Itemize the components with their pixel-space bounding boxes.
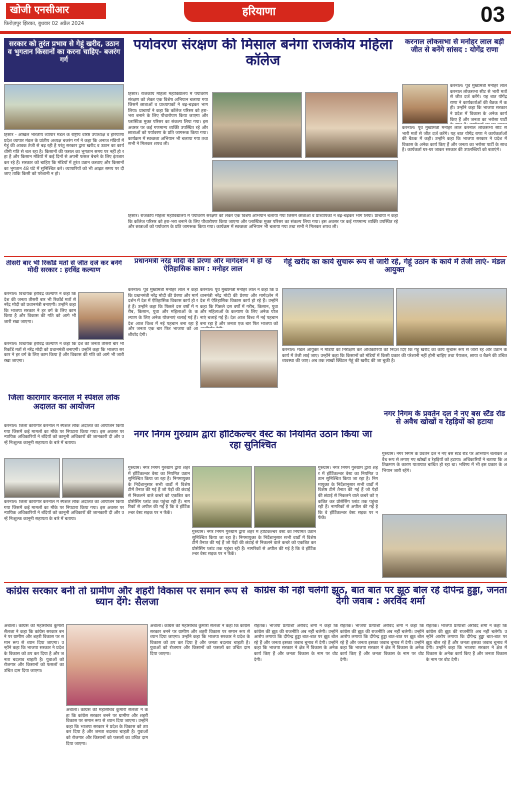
story-11-body-b: रोहतक। भाजपा प्रत्याशी अरविंद शर्मा ने कहा कि कांग्रेस की झूठ की राजनीति अब नहीं चलेगी। उन्होंने आरोप लगाया कि दीपेन्द्र हुड्डा बात-बात पर झूठ बोल रहे हैं और जनता इसका जवाब चुनाव में देगी। उन्होंने कहा कि भाजपा सरकार ने क्षेत्र में विकास के अनेक कार्य किए हैं और जनता विकास के नाम पर वोट देगी। xyxy=(340,624,424,663)
story-4-photo xyxy=(200,330,278,388)
story-6-body-a: करनाल। विधायक हरविंद्र कल्याण ने कहा कि देश की जनता तीसरी बार भी रिकॉर्ड मतों से नरेंद्र मोदी को प्रधानमंत्री बनाएगी। उन्होंने कहा कि भाजपा सरकार ने हर वर्ग के लिए काम किया है और विकास की गति को आगे भी जारी रखा जाएगा। xyxy=(4,292,76,325)
story-8-body-a: गुरुग्राम। नगर निगम गुरुग्राम द्वारा शहर में हॉर्टिकल्चर वेस्ट का नियमित उठान सुनिश्चित किया जा रहा है। निगमायुक्त के निर्देशानुसार सभी वार्डों में विशेष टीमें तैनात की गई हैं जो पेड़ों की छंटाई से निकलने वाले कचरे को एकत्रित कर प्रोसेसिंग प्लांट तक पहुंचा रही हैं। नागरिकों से अपील की गई है कि वे हॉर्टिकल्चर वेस्ट सड़क पर न फेंकें। xyxy=(128,466,190,516)
story-8-headline: नगर निगम गुरुग्राम द्वारा हॉर्टिकल्चर वेस्ट का नियमित उठान किया जा रहा सुनिश्चित xyxy=(134,430,372,451)
divider-2 xyxy=(4,582,507,583)
story-2-body-cont: हिसार। राजकीय महिला महाविद्यालय में पर्यावरण संरक्षण को लेकर एक विशेष अभियान चलाया गया जिसमें छात्राओं व प्राध्यापकों ने बढ़-चढ़कर भाग लिया। प्राचार्या ने कहा कि कॉलेज परिसर को हरा-भरा बनाने के लिए पौधारोपण किया जाएगा और प्लास्टिक मुक्त परिसर का संकल्प लिया गया। इस अवसर पर कई गणमान्य व्यक्ति उपस्थित रहे और छात्राओं को पर्यावरण के प्रति जागरूक किया गया। कार्यक्रम में स्वच्छता अभियान भी चलाया गया तथा सभी ने मिलकर शपथ ली। xyxy=(128,214,398,231)
story-8-photo-1 xyxy=(192,466,252,528)
masthead xyxy=(0,0,511,34)
story-8-body-b: गुरुग्राम। नगर निगम गुरुग्राम द्वारा शहर में हॉर्टिकल्चर वेस्ट का नियमित उठान सुनिश्चित किया जा रहा है। निगमायुक्त के निर्देशानुसार सभी वार्डों में विशेष टीमें तैनात की गई हैं जो पेड़ों की छंटाई से निकलने वाले कचरे को एकत्रित कर प्रोसेसिंग प्लांट तक पहुंचा रही हैं। नागरिकों से अपील की गई है कि वे हॉर्टिकल्चर वेस्ट सड़क पर न फेंकें। xyxy=(192,530,316,558)
story-3-photo xyxy=(402,84,448,124)
story-9-photo xyxy=(382,514,507,578)
story-7-photo-2 xyxy=(62,458,124,498)
paper-name: खोजी एनसीआर xyxy=(6,3,106,19)
story-3-body-a: करनाल। पूर्व मुख्यमंत्री मनोहर लाल करनाल लोकसभा सीट से भारी मतों से जीत दर्ज करेंगे। यह बात योगेंद्र राणा ने कार्यकर्ताओं की बैठक में कही। उन्होंने कहा कि भाजपा सरकार ने प्रदेश में विकास के अनेक कार्य किए हैं और जनता का भरोसा पार्टी xyxy=(450,84,507,123)
story-2-body: हिसार। राजकीय महिला महाविद्यालय में पर्यावरण संरक्षण को लेकर एक विशेष अभियान चलाया गया जिसमें छात्राओं व प्राध्यापकों ने बढ़-चढ़कर भाग लिया। प्राचार्या ने कहा कि कॉलेज परिसर को हरा-भरा बनाने के लिए पौधारोपण किया जाएगा और प्लास्टिक मुक्त परिसर का संकल्प लिया गया। इस अवसर पर कई गणमान्य व्यक्ति उपस्थित रहे और छात्राओं को पर्यावरण के प्रति जागरूक किया गया। कार्यक्रम में स्वच्छता अभियान भी चलाया गया तथा सभी ने मिलकर शपथ ली। xyxy=(128,92,208,148)
story-3-body-b: करनाल। पूर्व मुख्यमंत्री मनोहर लाल करनाल लोकसभा सीट से भारी मतों से जीत दर्ज करेंगे। यह बात योगेंद्र राणा ने कार्यकर्ताओं की बैठक में कही। उन्होंने कहा कि भाजपा सरकार ने प्रदेश में विकास के अनेक कार्य किए हैं और जनता का भरोसा पार्टी के साथ है। कार्यकर्ता घर-घर जाकर सरकार की उपलब्धियों को बताएंगे। xyxy=(402,126,507,154)
story-3-headline: करनाल लोकसभा से मनोहर लाल बड़ी जीत से बनेंगे सांसद : योगेंद्र राणा xyxy=(405,38,504,55)
story-10-body-b: अंबाला। कांग्रेस की महासचिव कुमारी सैलजा ने कहा कि कांग्रेस सरकार बनने पर ग्रामीण और शहरी विकास पर समान रूप से ध्यान दिया जाएगा। उन्होंने कहा कि भाजपा सरकार ने प्रदेश के विकास को ठप कर दिया है और जनता बदलाव चाहती है। युवाओं को रोजगार और किसानों को फसलों का उचित दाम दिया जाएगा। xyxy=(66,708,148,747)
story-2-photo-1 xyxy=(212,92,302,158)
story-1-headline-box xyxy=(4,38,124,82)
story-6-body-b: करनाल। विधायक हरविंद्र कल्याण ने कहा कि देश की जनता तीसरी बार भी रिकॉर्ड मतों से नरेंद्र मोदी को प्रधानमंत्री बनाएगी। उन्होंने कहा कि भाजपा सरकार ने हर वर्ग के लिए काम किया है और विकास की गति को आगे भी जारी रखा जाएगा। xyxy=(4,342,124,364)
story-6-headline: तीसरी बार भी रिकॉर्ड मतों से जीत दर्ज कर बनेंगे मोदी सरकार : हरविंद्र कल्याण xyxy=(6,260,122,275)
story-5-photo-1 xyxy=(282,288,394,346)
story-10-body-a: अंबाला। कांग्रेस की महासचिव कुमारी सैलजा ने कहा कि कांग्रेस सरकार बनने पर ग्रामीण और शहरी विकास पर समान रूप से ध्यान दिया जाएगा। उन्होंने कहा कि भाजपा सरकार ने प्रदेश के विकास को ठप कर दिया है और जनता बदलाव चाहती है। युवाओं को रोजगार और किसानों को फसलों का उचित दाम दिया जाएगा। xyxy=(4,624,64,674)
story-2-headline: पर्यावरण संरक्षण की मिसाल बनेगा राजकीय महिला कॉलेज xyxy=(133,38,393,69)
story-11-body-a: रोहतक। भाजपा प्रत्याशी अरविंद शर्मा ने कहा कि कांग्रेस की झूठ की राजनीति अब नहीं चलेगी। उन्होंने आरोप लगाया कि दीपेन्द्र हुड्डा बात-बात पर झूठ बोल रहे हैं और जनता इसका जवाब चुनाव में देगी। उन्होंने कहा कि भाजपा सरकार ने क्षेत्र में विकास के अनेक कार्य किए हैं और जनता विकास के नाम पर वोट देगी। xyxy=(254,624,338,663)
story-1-photo xyxy=(4,84,124,130)
story-7-photo-1 xyxy=(4,458,60,498)
story-7-body-b: करनाल। जिला कारागार करनाल में स्पेशल लोक अदालत का आयोजन किया गया जिसमें कई मामलों का मौके पर निपटारा किया गया। इस अवसर पर न्यायिक अधिकारियों ने बंदियों को कानूनी अधिकारों की जानकारी दी और उन्हें निःशुल्क कानूनी सहायता के बारे में बताया। xyxy=(4,500,124,522)
story-4-body-b: करनाल। पूर्व मुख्यमंत्री मनोहर लाल ने कहा कि प्रधानमंत्री नरेंद्र मोदी की प्रेरणा और मार्गदर्शन में देश में ऐतिहासिक विकास कार्य हो रहे हैं। उन्होंने कहा कि पिछले दस वर्षों में गरीब, किसान, युवा और महिलाओं के कल्याण के लिए अनेक योजनाएं चलाई गई हैं। देश आज विश्व में नई पहचान बना रहा है और जनता एक बार फिर भाजपा को xyxy=(200,288,278,327)
story-5-photo-2 xyxy=(396,288,507,346)
story-10-body-c: अंबाला। कांग्रेस की महासचिव कुमारी सैलजा ने कहा कि कांग्रेस सरकार बनने पर ग्रामीण और शहरी विकास पर समान रूप से ध्यान दिया जाएगा। उन्होंने कहा कि भाजपा सरकार ने प्रदेश के विकास को ठप कर दिया है और जनता बदलाव चाहती है। युवाओं को रोजगार और किसानों को फसलों का उचित दाम दिया जाएगा। xyxy=(150,624,250,657)
story-4-headline: प्रधानमंत्री नरेंद्र मोदी की प्रेरणा और मार्गदर्शन में हो रहे ऐतिहासिक काम : मनोहर लाल xyxy=(134,258,272,273)
story-11-body-c: रोहतक। भाजपा प्रत्याशी अरविंद शर्मा ने कहा कि कांग्रेस की झूठ की राजनीति अब नहीं चलेगी। उन्होंने आरोप लगाया कि दीपेन्द्र हुड्डा बात-बात पर झूठ बोल रहे हैं और जनता इसका जवाब चुनाव में देगी। उन्होंने कहा कि भाजपा सरकार ने क्षेत्र में विकास के अनेक कार्य किए हैं और जनता विकास के नाम पर वोट देगी। xyxy=(426,624,507,663)
story-1-body: हिसार - अखिल भारतीय व्यापार मंडल के राष्ट्रीय वरिष्ठ उपाध्यक्ष व हरियाणा प्रदेश व्यापार मंडल के प्रांतीय अध्यक्ष बजरंग गर्ग ने कहा कि अनाज मंडियों में गेहूं की आवक तेजी से बढ़ रही है परंतु सरकार द्वारा खरीद व उठान का कार्य धीमी गति से चल रहा है। किसानों की फसल का भुगतान समय पर नहीं हो रहा है और किसान मंडियों में कई दिनों से अपनी फसल बेचने के लिए इंतजार कर रहे हैं। सरकार को चाहिए कि मंडियों में तुरंत उठान करवाए और किसानों का भुगतान 48 घंटे में सुनिश्चित करे। व्यापारियों को भी आढ़त समय पर दी जाए ताकि किसी को परेशानी न हो। xyxy=(4,133,124,178)
story-1-headline: सरकार को तुरंत प्रभाव से गेहूं खरीद, उठान व भुगतान किसानों का करना चाहिए- बजरंग गर्ग xyxy=(7,40,121,64)
story-2-photo-3 xyxy=(212,160,398,212)
story-11-headline: कांग्रेस की नहीं चलेगी झूठ, बात बात पर झूठ बोल रहे दीपेन्द्र हुड्डा, जनता देगी जवाब : अरविंद शर्मा xyxy=(254,586,507,607)
divider xyxy=(4,256,507,257)
story-10-headline: कांग्रेस सरकार बनी तो ग्रामीण और शहरी विकास पर समान रूप से ध्यान देंगे: सैलजा xyxy=(6,586,248,609)
story-5-headline: गेहूं खरीद का कार्य सुचारू रूप से जारी रहे, गेहूं उठान के कार्य में तेजी लाएं- मंडल आयुक्त xyxy=(283,258,506,275)
story-7-headline: जिला कारागार करनाल में स्पेशल लोक अदालत का आयोजन xyxy=(8,394,120,411)
page-number: 03 xyxy=(480,2,505,27)
section-title: हरियाणा xyxy=(184,2,334,22)
date-line: फ़िरोज़पुर झिरका, बुधवार 02 अप्रैल 2024 xyxy=(4,21,85,27)
story-9-headline: नगर निगम के प्रवर्तन दल ने नए बस स्टैंड रोड से अवैध खोखों व रेहड़ियों को हटाया xyxy=(383,410,506,427)
story-4-body-a: करनाल। पूर्व मुख्यमंत्री मनोहर लाल ने कहा कि प्रधानमंत्री नरेंद्र मोदी की प्रेरणा और मार्गदर्शन में देश में ऐतिहासिक विकास कार्य हो रहे हैं। उन्होंने कहा कि पिछले दस वर्षों में गरीब, किसान, युवा और महिलाओं के कल्याण के लिए अनेक योजनाएं चलाई गई हैं। देश आज विश्व में नई पहचान बना रहा है और जनता एक बार फिर भाजपा को आशीर्वाद देगी। xyxy=(128,288,198,338)
story-5-body: करनाल। मंडल आयुक्त ने मंडियों का निरीक्षण कर अधिकारियों को निर्देश दिए कि गेहूं खरीद का कार्य सुचारू रूप से जारी रहे और उठान के कार्य में तेजी लाई जाए। उन्होंने कहा कि किसानों को मंडियों में किसी प्रकार की परेशानी नहीं होनी चाहिए तथा पेयजल, छाया व बैठने की उचित व्यवस्था की जाए। अब तक लाखों क्विंटल गेहूं की खरीद की जा चुकी है। xyxy=(282,348,507,365)
story-9-body-a: गुरुग्राम। नगर निगम के प्रवर्तन दल ने नए बस स्टैंड रोड पर अभियान चलाकर अवैध रूप से लगाए गए खोखों व रेहड़ियों को हटाया। अधिकारियों ने बताया कि अतिक्रमण के कारण यातायात बाधित हो रहा था। भविष्य में भी इस प्रकार के अभियान जारी रहेंगे। xyxy=(382,452,507,474)
story-7-body-a: करनाल। जिला कारागार करनाल में स्पेशल लोक अदालत का आयोजन किया गया जिसमें कई मामलों का मौके पर निपटारा किया गया। इस अवसर पर न्यायिक अधिकारियों ने बंदियों को कानूनी अधिकारों की जानकारी दी और उन्हें निःशुल्क कानूनी सहायता के बारे में बताया। xyxy=(4,424,124,446)
story-2-photo-2 xyxy=(305,92,398,158)
story-10-photo xyxy=(66,624,148,706)
story-8-photo-2 xyxy=(254,466,316,528)
story-8-body-c: गुरुग्राम। नगर निगम गुरुग्राम द्वारा शहर में हॉर्टिकल्चर वेस्ट का नियमित उठान सुनिश्चित किया जा रहा है। निगमायुक्त के निर्देशानुसार सभी वार्डों में विशेष टीमें तैनात की गई हैं जो पेड़ों की छंटाई से निकलने वाले कचरे को एकत्रित कर प्रोसेसिंग प्लांट तक पहुंचा रही हैं। नागरिकों से अपील की गई है कि वे हॉर्टिकल्चर वेस्ट सड़क पर न फेंकें। xyxy=(318,466,378,522)
story-6-photo xyxy=(78,292,124,340)
